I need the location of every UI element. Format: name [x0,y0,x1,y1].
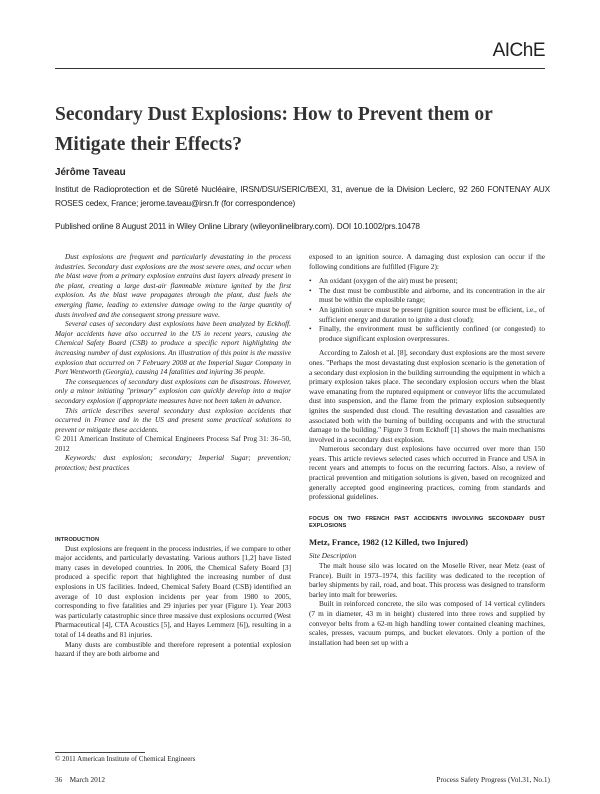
body-paragraph: exposed to an ignition source. A damaging dust explosion can occur if the following conditions are fulfilled (Figure 2): [309,252,545,271]
body-paragraph: Numerous secondary dust explosions have occurred over more than 150 years. This article reviews selected cases which occurred in France and USA in recent years and attempts to focus on the recurring factors. Also, a review of practical prevention and mitigation solutions is given, based on recognized and generally accepted good engineering practices, coming from standards and professional guidelines. [309,444,545,502]
abstract-paragraph: Dust explosions are frequent and particularly devastating in the process industries. Secondary dust explosions are the most severe ones, and occur when the blast wave from a primary explosion entrains dust layers already present in the plant, creating a large dust-air flammable mixture ignited by the first explosion. As the blast wave propagates through the plant, dust fuels the emerging flame, leading to extensive damage owing to the large quantity of dusts involved and the consequent strong pressure wave. [55,252,291,319]
author-affiliation: Institut de Radioprotection et de Sûreté Nucléaire, IRSN/DSU/SERIC/BEXI, 31, avenue de la Division Leclerc, 92 260 FONTENAY AUX ROSES cedex, France; jerome.taveau@irsn.fr (for correspondence) [55,184,550,208]
left-column [55,252,291,659]
author-name: Jérôme Taveau [55,167,126,178]
intro-heading: INTRODUCTION [55,536,100,543]
journal-name: Process Safety Progress (Vol.31, No.1) [436,775,550,784]
body-paragraph: The malt house silo was located on the Moselle River, near Metz (east of France). Built in 1973–1974, this facility was dedicated to the reception of barley shipments by rail, road, and boat. This process was designed to transform barley into malt for breweries. [309,561,545,599]
body-paragraph: Built in reinforced concrete, the silo was composed of 14 vertical cylinders (7 m in diameter, 43 m in height) clustered into three rows and supplied by conveyor belts from a 62-m high handling tower contained cleaning machines, scales, presses, vacuum pumps, and bucket elevators. Only a portion of the installation had been set up with a [309,599,545,647]
bullet-icon: • [309,285,312,295]
abstract-copyright: © 2011 American Institute of Chemical Engineers Process Saf Prog 31: 36–50, 2012 [55,434,291,453]
subsubsection-heading: Site Description [309,551,357,561]
publication-info: Published online 8 August 2011 in Wiley Online Library (wileyonlinelibrary.com). DOI 10.1002/prs.10478 [55,221,420,231]
list-item: • Finally, the environment must be sufficiently confined (or congested) to produce significant explosion overpressures. [309,324,545,343]
footnote-rule [55,752,145,753]
abstract-paragraph: This article describes several secondary dust explosion accidents that occurred in France and in the US and present some practical solutions to prevent or mitigate these accidents. [55,405,291,434]
bullet-icon: • [309,276,312,286]
conditions-list [309,276,545,343]
abstract-paragraph: Several cases of secondary dust explosions have been analyzed by Eckhoff. Major accidents have also occurred in the US in recent years, causing the Chemical Safety Board (CSB) to produce a specific report highlighting the increasing number of dust explosions. An illustration of this point is the massive explosion that occurred on 7 February 2008 at the Imperial Sugar Company in Port Wentworth (Georgia), causing 14 fatalities and injuring 36 people. [55,319,291,377]
subsection-heading: Metz, France, 1982 (12 Killed, two Injured) [309,536,469,547]
intro-paragraph: Many dusts are combustible and therefore represent a potential explosion hazard if they are both airborne and [55,639,291,659]
header-rule [55,38,545,69]
body-paragraph: According to Zalosh et al. [8], secondary dust explosions are the most severe ones. "Perhaps the most devastating dust explosion scenario is the generation of a secondary dust explosion in the building surrounding the equipment in which a primary explosion takes place. The secondary explosion occurs when the blast wave emanating from the ruptured equipment or conveyor lifts the accumulated dust into suspension, and the flame from the primary explosion subsequently ignites the suspended dust cloud. The resulting devastation and casualties are associated both with the burning of building occupants and with the structural damage to the building." Figure 3 from Eckhoff [1] shows the main mechanisms involved in a secondary dust explosion. [309,348,545,444]
keywords: Keywords: dust explosion; secondary; Imperial Sugar; prevention; protection; best practices [55,453,291,473]
list-item: • An ignition source must be present (ignition source must be efficient, i.e., of sufficient energy and duration to ignite a dust cloud); [309,304,545,324]
bullet-icon: • [309,304,312,314]
intro-paragraph: Dust explosions are frequent in the process industries, if we compare to other major accidents, and particularly devastating. Various authors [1,2] have listed many cases in developed countries. In 2006, the Chemical Safety Board [3] produced a specific report that highlighted the increasing number of dust explosions in US facilities. Indeed, Chemical Safety Board (CSB) identified an average of 10 dust explosion incidents per year from 1980 to 2005, corresponding to five fatalities and 29 injuries per year (Figure 1). Year 2003 was particularly catastrophic since three massive dust explosions occurred (West Pharmaceutical [4], CTA Acoustics [5], and Hayes Lemmerz [6]), resulting in a total of 14 deaths and 81 injuries. [55,543,291,639]
abstract-paragraph: The consequences of secondary dust explosions can be disastrous. However, only a minor initiating "primary" explosion can quickly develop into a major secondary explosion if appropriate measures have not been taken in advance. [55,376,291,405]
list-item: • The dust must be combustible and airborne, and its concentration in the air must be within the explosible range; [309,285,545,305]
footnote-copyright: © 2011 American Institute of Chemical Engineers [55,755,196,763]
article-title: Secondary Dust Explosions: How to Prevent them or Mitigate their Effects? [55,104,493,155]
right-column [309,252,545,647]
bullet-icon: • [309,324,312,334]
section-heading: FOCUS ON TWO FRENCH PAST ACCIDENTS INVOLVING SECONDARY DUST EXPLOSIONS [309,515,545,529]
list-item: • An oxidant (oxygen of the air) must be present; [309,276,458,286]
aiche-logo: AIChE [492,40,545,61]
page-number: 36 March 2012 [55,775,106,784]
abstract [55,252,291,473]
